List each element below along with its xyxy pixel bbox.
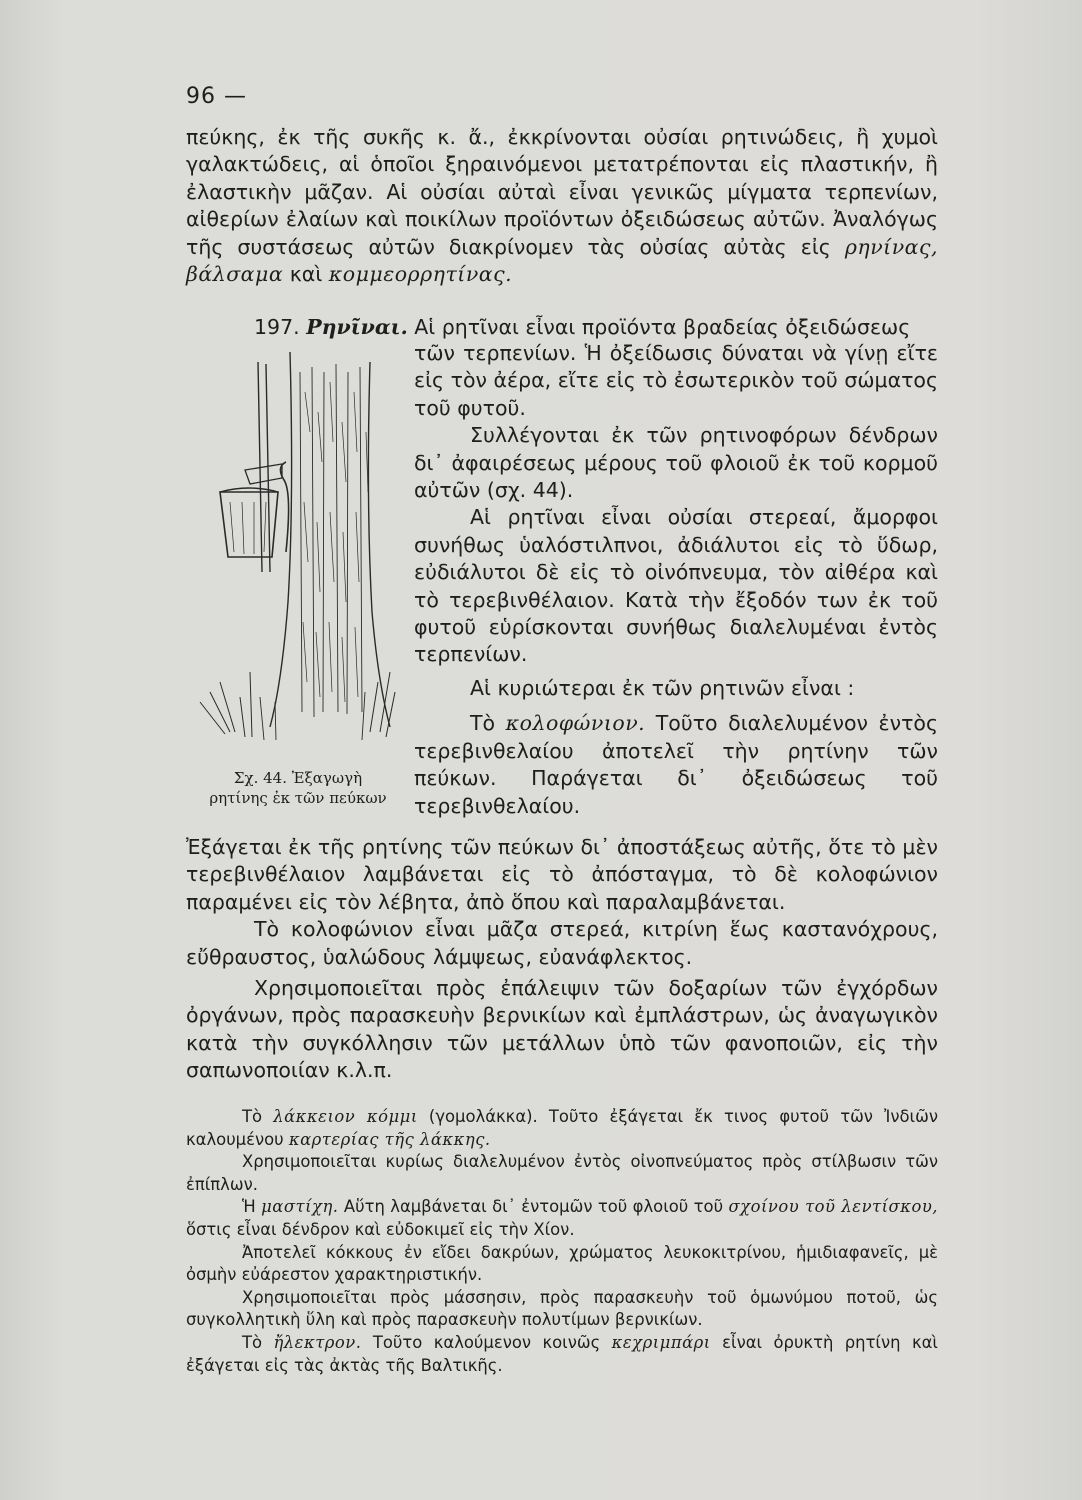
section-197-heading xyxy=(186,314,938,341)
term-ilektron: ἤλεκτρον. xyxy=(273,1332,362,1352)
term-karterias: καρτερίας τῆς λάκκης. xyxy=(288,1129,491,1149)
intro-paragraph xyxy=(186,124,938,288)
term-lakkeion-kommi: λάκκειον κόμμι xyxy=(273,1107,418,1126)
sp1-mid: (γομολάκκα). Τοῦτο ἐξάγεται ἔκ τινος φυτοῦ τῶν Ἰνδιῶν καλουμένου xyxy=(186,1107,938,1149)
term-balsama: βάλσαμα xyxy=(186,262,284,287)
resin-extraction-illustration xyxy=(190,352,405,742)
sp3-post: ὅστις εἶναι δένδρον καὶ εὐδοκιμεῖ εἰς τὴν Χίον. xyxy=(186,1219,575,1239)
term-rhinines: ρηνίνας, xyxy=(844,234,938,259)
section-lead: Αἱ ρητῖναι εἶναι προϊόντα βραδείας ὀξειδώσεως xyxy=(407,315,911,339)
sp6-pre: Τὸ xyxy=(242,1332,274,1352)
caption-line-1: Σχ. 44. Ἐξαγωγὴ xyxy=(233,769,363,787)
intro-conj: καὶ xyxy=(283,262,329,287)
sp6-post: εἶναι ὀρυκτὴ ρητίνη καὶ ἐξάγεται εἰς τὰς ἀκτὰς τῆς Βαλτικῆς. xyxy=(186,1332,938,1375)
rc-paragraph-2: Συλλέγονται ἐκ τῶν ρητινοφόρων δένδρων δι᾽ ἀφαιρέσεως μέρους τοῦ φλοιοῦ ἐκ τοῦ κορμοῦ αὐτῶν (σχ. 44). xyxy=(414,423,938,503)
sp3-mid: Αὕτη λαμβάνεται δι᾽ ἐντομῶν τοῦ φλοιοῦ τοῦ xyxy=(338,1197,729,1217)
sp3-pre: Ἡ xyxy=(242,1197,262,1217)
term-kolofonion: κολοφώνιον. xyxy=(505,711,646,736)
figure-caption xyxy=(180,768,416,808)
sp5: Χρησιμοποιεῖται πρὸς μάσσησιν, πρὸς παρασκευὴν τοῦ ὁμωνύμου ποτοῦ, ὡς συγκολλητικὴ ὕλη καὶ πρὸς παρασκευὴν πολυτίμων βερνικίων. xyxy=(186,1287,938,1330)
intro-text: πεύκης, ἐκ τῆς συκῆς κ. ἄ., ἐκκρίνονται οὐσίαι ρητινώδεις, ἢ χυμοὶ γαλακτώδεις, αἱ ὁποῖοι ξηραινόμενοι μετατρέπονται εἰς πλαστικήν, ἢ ἐλαστικὴν μᾶζαν. Αἱ οὐσίαι αὐταὶ εἶναι γενικῶς μίγματα τερπενίων, αἰθερίων ἐλαίων καὶ ποικίλων προϊόντων ὀξειδώσεως αὐτῶν. Ἀναλόγως τῆς συστάσεως αὐτῶν διακρίνομεν τὰς οὐσίας αὐτὰς εἰς xyxy=(186,125,938,259)
caption-line-2: ρητίνης ἐκ τῶν πεύκων xyxy=(209,789,387,807)
term-mastichi: μαστίχη. xyxy=(261,1197,339,1217)
rc-paragraph-3: Αἱ ρητῖναι εἶναι οὐσίαι στερεαί, ἄμορφοι συνήθως ὑαλόστιλπνοι, ἀδιάλυτοι εἰς τὸ ὕδωρ, εὐδιάλυτοι δὲ εἰς τὸ οἰνόπνευμα, τὸν αἰθέρα καὶ τὸ τερεβινθέλαιον. Κατὰ τὴν ἔξοδόν των ἐκ τοῦ φυτοῦ εὑρίσκονται συνήθως διαλελυμέναι ἐντὸς τερπενίων. xyxy=(414,505,938,667)
page-number: 96 — xyxy=(186,84,247,109)
kolofonion-p3: Χρησιμοποιεῖται πρὸς ἐπάλειψιν τῶν δοξαρίων τῶν ἐγχόρδων ὀργάνων, πρὸς παρασκευὴν βερνικίων καὶ ἐμπλάστρων, ὡς ἀναγωγικὸν κατὰ τὴν συγκόλλησιν τῶν μετάλλων ὑπὸ τῶν φανοποιῶν, εἰς τὴν σαπωνοποιίαν κ.λ.π. xyxy=(186,976,938,1083)
term-schoinou: σχοίνου τοῦ λεντίσκου, xyxy=(728,1197,939,1217)
section-number: 197. xyxy=(254,315,300,339)
sp4: Ἀποτελεῖ κόκκους ἐν εἴδει δακρύων, χρώματος λευκοκιτρίνου, ἡμιδιαφανεῖς, μὲ ὀσμὴν εὐάρεστον χαρακτηριστικήν. xyxy=(186,1242,938,1285)
rc-paragraph-5 xyxy=(414,710,938,820)
sp1-pre: Τὸ xyxy=(242,1107,274,1126)
kolofonion-p2: Τὸ κολοφώνιον εἶναι μᾶζα στερεά, κιτρίνη ἕως καστανόχρους, εὔθραυστος, ὑαλώδους λάμψεως, εὐανάφλεκτος. xyxy=(186,917,938,969)
small-print-section xyxy=(186,1106,938,1377)
kolofonion-p1: Ἐξάγεται ἐκ τῆς ρητίνης τῶν πεύκων δι᾽ ἀποστάξεως αὐτῆς, ὅτε τὸ μὲν τερεβινθέλαιον λαμβάνεται εἰς τὸ ἀπόσταγμα, τὸ δὲ κολοφώνιον παραμένει εἰς τὸν λέβητα, ἀπὸ ὅπου καὶ παραλαμβάνεται. xyxy=(186,835,938,914)
right-column-text xyxy=(414,340,938,820)
sp2: Χρησιμοποιεῖται κυρίως διαλελυμένον ἐντὸς οἰνοπνεύματος πρὸς στίλβωσιν τῶν ἐπίπλων. xyxy=(186,1152,938,1194)
section-title: Ρηνῖναι. xyxy=(306,315,408,339)
term-kechrimpari: κεχριμπάρι xyxy=(611,1332,711,1352)
rc-paragraph-4: Αἱ κυριώτεραι ἐκ τῶν ρητινῶν εἶναι : xyxy=(470,675,855,700)
term-kommeorrhitines: κομμεορρητίνας. xyxy=(328,262,513,287)
kolofonion-paragraphs xyxy=(186,834,938,1085)
sp6-mid: Τοῦτο καλούμενον κοινῶς xyxy=(361,1332,612,1352)
rc-p5-pre: Τὸ xyxy=(470,711,506,736)
rc-paragraph-1: τῶν τερπενίων. Ἡ ὀξείδωσις δύναται νὰ γίνῃ εἴτε εἰς τὸν ἀέρα, εἴτε εἰς τὸ ἐσωτερικὸν τοῦ σώματος τοῦ φυτοῦ. xyxy=(414,341,938,420)
rc-p5-post: Τοῦτο διαλελυμένον ἐντὸς τερεβινθελαίου ἀποτελεῖ τὴν ρητίνην τῶν πεύκων. Παράγεται δι᾽ ὀξειδώσεως τοῦ τερεβινθελαίου. xyxy=(414,711,938,818)
